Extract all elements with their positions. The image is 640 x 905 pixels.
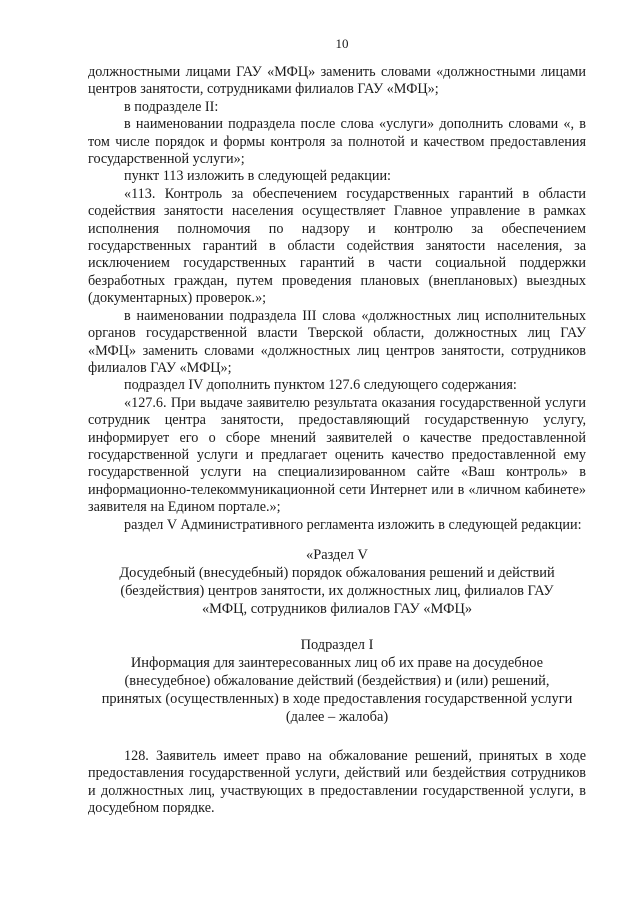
paragraph-6: в наименовании подраздела III слова «должностных лиц исполнительных органов государственной власти Тверской области, должностных лиц ГАУ «МФЦ» заменить словами «должностных лиц центров занятости, сотрудников филиалов ГАУ «МФЦ»; <box>88 307 586 376</box>
paragraph-9: раздел V Административного регламента изложить в следующей редакции: <box>124 516 582 533</box>
page-number: 10 <box>335 36 349 51</box>
paragraph-3: в наименовании подраздела после слова «услуги» дополнить словами «, в том числе порядок и формы контроля за полнотой и качеством предоставления государственной услуги»; <box>88 116 586 168</box>
paragraph-2: в подразделе II: <box>124 98 219 115</box>
subsection-title-line: принятых (осуществленных) в ходе предоставления государственной услуги <box>101 690 573 707</box>
paragraph-1: должностными лицами ГАУ «МФЦ» заменить словами «должностными лицами центров занятости, сотрудниками филиалов ГАУ «МФЦ»; <box>88 64 586 98</box>
paragraph-4: пункт 113 изложить в следующей редакции: <box>124 168 391 185</box>
paragraph-8: «127.6. При выдаче заявителю результата оказания государственной услуги сотрудник центра занятости, предоставляющий государственную услугу, информирует его о сборе мнений заявителей о качестве предоставленной государственной услуги и предлагает оценить качество предоставленной ему государственной услуги на специализированном сайте «Ваш контроль» в информационно-телекоммуникационной сети Интернет или в «личном кабинете» заявителя на Едином портале.»; <box>88 394 586 516</box>
subsection-title-line: Информация для заинтересованных лиц об их праве на досудебное <box>130 654 544 671</box>
subsection-heading <box>88 636 586 726</box>
section-title-line: «МФЦ, сотрудников филиалов ГАУ «МФЦ» <box>201 600 473 617</box>
section-title-line: Досудебный (внесудебный) порядок обжалования решений и действий <box>119 564 555 581</box>
section-title-line: (бездействия) центров занятости, их должностных лиц, филиалов ГАУ <box>120 582 554 599</box>
subsection-label: Подраздел I <box>300 636 374 653</box>
section-label: «Раздел V <box>306 546 368 563</box>
paragraph-128: 128. Заявитель имеет право на обжалование решений, принятых в ходе предоставления государственной услуги, действий или бездействия сотрудников и должностных лиц, участвующих в предоставлении государственной услуги, в досудебном порядке. <box>88 747 586 817</box>
section-heading <box>88 546 586 618</box>
subsection-title-line: (далее – жалоба) <box>285 708 389 725</box>
subsection-title-line: (внесудебное) обжалование действий (бездействия) и (или) решений, <box>124 672 550 689</box>
paragraph-5: «113. Контроль за обеспечением государственных гарантий в области содействия занятости населения осуществляет Главное управление в рамках исполнения полномочия по надзору и контролю за обеспечением государственных гарантий в области содействия занятости населения, за исключением государственных гарантий в части социальной поддержки безработных граждан, путем проведения плановых (внеплановых) выездных (документарных) проверок.»; <box>88 185 586 307</box>
paragraph-7: подраздел IV дополнить пунктом 127.6 следующего содержания: <box>124 377 517 394</box>
